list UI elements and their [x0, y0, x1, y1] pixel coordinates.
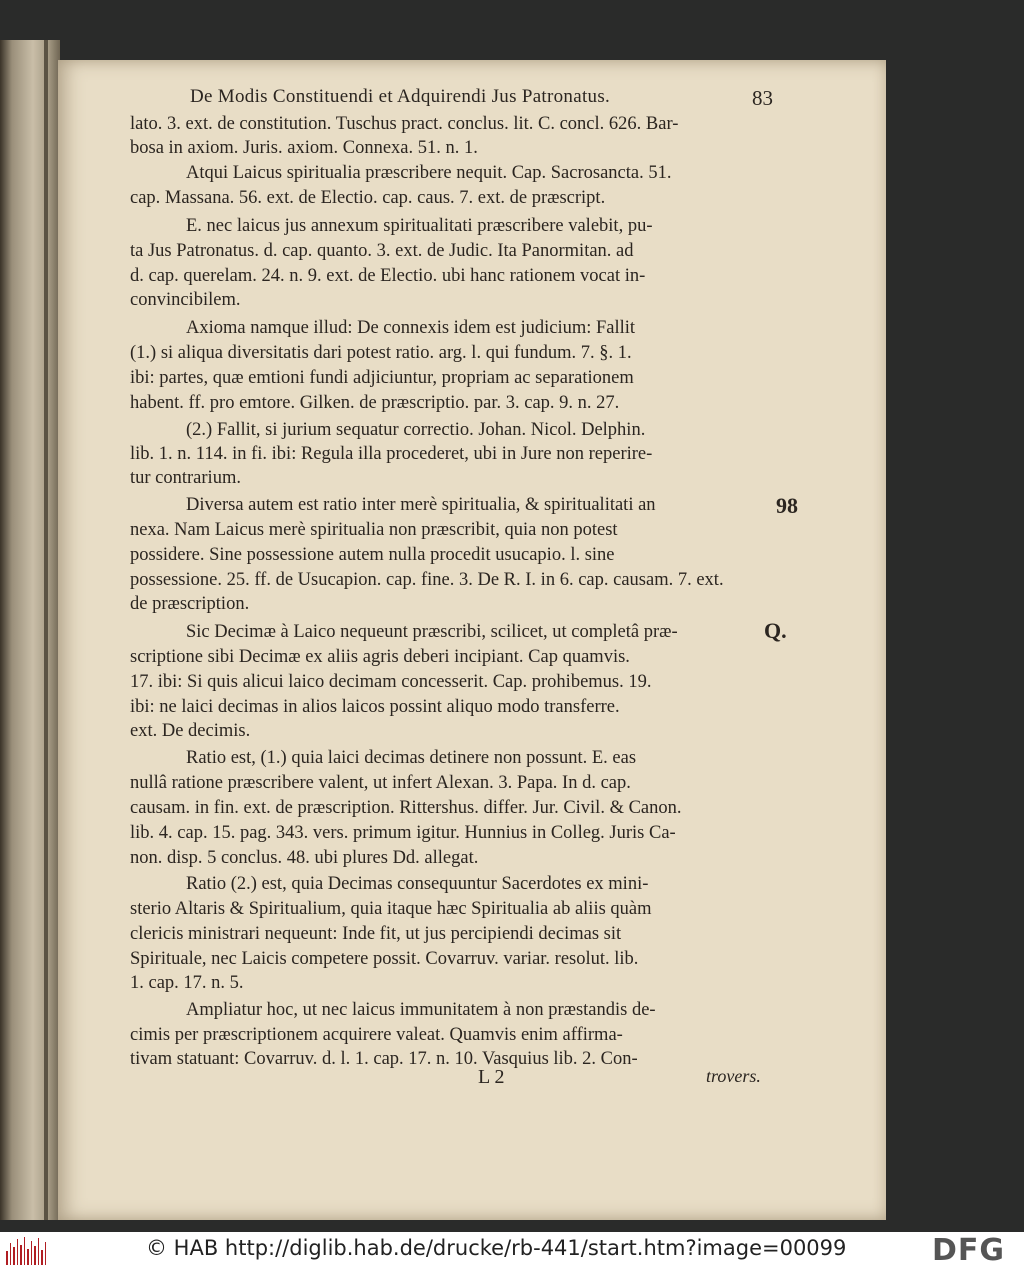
text-line: E. nec laicus jus annexum spiritualitati præscribere valebit, pu-: [186, 216, 653, 236]
signature-mark: L 2: [478, 1066, 505, 1088]
text-line: de præscription.: [130, 594, 250, 614]
text-line: lib. 4. cap. 15. pag. 343. vers. primum igitur. Hunnius in Colleg. Juris Ca-: [130, 823, 676, 843]
text-line: ta Jus Patronatus. d. cap. quanto. 3. ext. de Judic. Ita Panormitan. ad: [130, 241, 634, 261]
text-line: cap. Massana. 56. ext. de Electio. cap. caus. 7. ext. de præscript.: [130, 188, 606, 208]
dfg-logo: DFG: [932, 1233, 1006, 1268]
text-line: scriptione sibi Decimæ ex aliis agris deberi incipiant. Cap quamvis.: [130, 647, 630, 667]
text-line: sterio Altaris & Spiritualium, quia itaque hæc Spiritualia ab aliis quàm: [130, 899, 652, 919]
text-line: ext. De decimis.: [130, 721, 251, 741]
catchword: trovers.: [706, 1066, 761, 1086]
text-line: tivam statuant: Covarruv. d. l. 1. cap. 17. n. 10. Vasquius lib. 2. Con-: [130, 1049, 638, 1069]
text-line: clericis ministrari nequeunt: Inde fit, ut jus percipiendi decimas sit: [130, 924, 622, 944]
text-line: ibi: ne laici decimas in alios laicos possint aliquo modo transferre.: [130, 697, 620, 717]
margin-note: Q.: [764, 618, 787, 643]
text-line: bosa in axiom. Juris. axiom. Connexa. 51. n. 1.: [130, 138, 478, 158]
text-line: Diversa autem est ratio inter merè spiritualia, & spiritualitati an: [186, 495, 656, 515]
text-line: Sic Decimæ à Laico nequeunt præscribi, scilicet, ut completâ præ-: [186, 622, 678, 642]
text-line: Ratio est, (1.) quia laici decimas detinere non possunt. E. eas: [186, 748, 637, 768]
page-number: 83: [752, 86, 773, 110]
text-line: 1. cap. 17. n. 5.: [130, 973, 244, 993]
book-edge-stripe: [44, 40, 48, 1220]
text-line: (1.) si aliqua diversitatis dari potest ratio. arg. l. qui fundum. 7. §. 1.: [130, 343, 632, 363]
text-line: (2.) Fallit, si jurium sequatur correctio. Johan. Nicol. Delphin.: [186, 420, 646, 440]
text-line: convincibilem.: [130, 290, 241, 310]
text-line: Ampliatur hoc, ut nec laicus immunitatem à non præstandis de-: [186, 1000, 656, 1020]
running-head: De Modis Constituendi et Adquirendi Jus Patronatus.: [190, 86, 611, 107]
text-line: lato. 3. ext. de constitution. Tuschus pract. conclus. lit. C. concl. 626. Bar-: [130, 114, 679, 134]
text-line: tur contrarium.: [130, 468, 241, 488]
text-line: non. disp. 5 conclus. 48. ubi plures Dd. allegat.: [130, 848, 479, 868]
text-line: d. cap. querelam. 24. n. 9. ext. de Electio. ubi hanc rationem vocat in-: [130, 266, 646, 286]
text-line: nexa. Nam Laicus merè spiritualia non præscribit, quia non potest: [130, 520, 618, 540]
text-line: Ratio (2.) est, quia Decimas consequuntur Sacerdotes ex mini-: [186, 874, 649, 894]
text-line: nullâ ratione præscribere valent, ut infert Alexan. 3. Papa. In d. cap.: [130, 773, 631, 793]
text-line: possessione. 25. ff. de Usucapion. cap. fine. 3. De R. I. in 6. cap. causam. 7. ext.: [130, 570, 724, 590]
text-line: lib. 1. n. 114. in fi. ibi: Regula illa procederet, ubi in Jure non reperire-: [130, 444, 653, 464]
text-line: cimis per præscriptionem acquirere valeat. Quamvis enim affirma-: [130, 1025, 623, 1045]
margin-note: 98: [776, 493, 798, 518]
hab-logo-icon: [6, 1235, 46, 1265]
book-edge: [0, 40, 60, 1220]
text-line: Atqui Laicus spiritualia præscribere nequit. Cap. Sacrosancta. 51.: [186, 163, 672, 183]
text-line: 17. ibi: Si quis alicui laico decimam concesserit. Cap. prohibemus. 19.: [130, 672, 652, 692]
copyright-link[interactable]: © HAB http://diglib.hab.de/drucke/rb-441/start.htm?image=00099: [146, 1236, 847, 1260]
text-line: Spirituale, nec Laicis competere possit. Covarruv. variar. resolut. lib.: [130, 949, 639, 969]
text-line: causam. in fin. ext. de præscription. Rittershus. differ. Jur. Civil. & Canon.: [130, 798, 682, 818]
text-line: Axioma namque illud: De connexis idem est judicium: Fallit: [186, 318, 636, 338]
text-line: possidere. Sine possessione autem nulla procedit usucapio. l. sine: [130, 545, 615, 565]
text-line: ibi: partes, quæ emtioni fundi adjiciuntur, propriam ac separationem: [130, 368, 634, 388]
footer-bar: [0, 1232, 1024, 1268]
text-line: habent. ff. pro emtore. Gilken. de præscriptio. par. 3. cap. 9. n. 27.: [130, 393, 620, 413]
